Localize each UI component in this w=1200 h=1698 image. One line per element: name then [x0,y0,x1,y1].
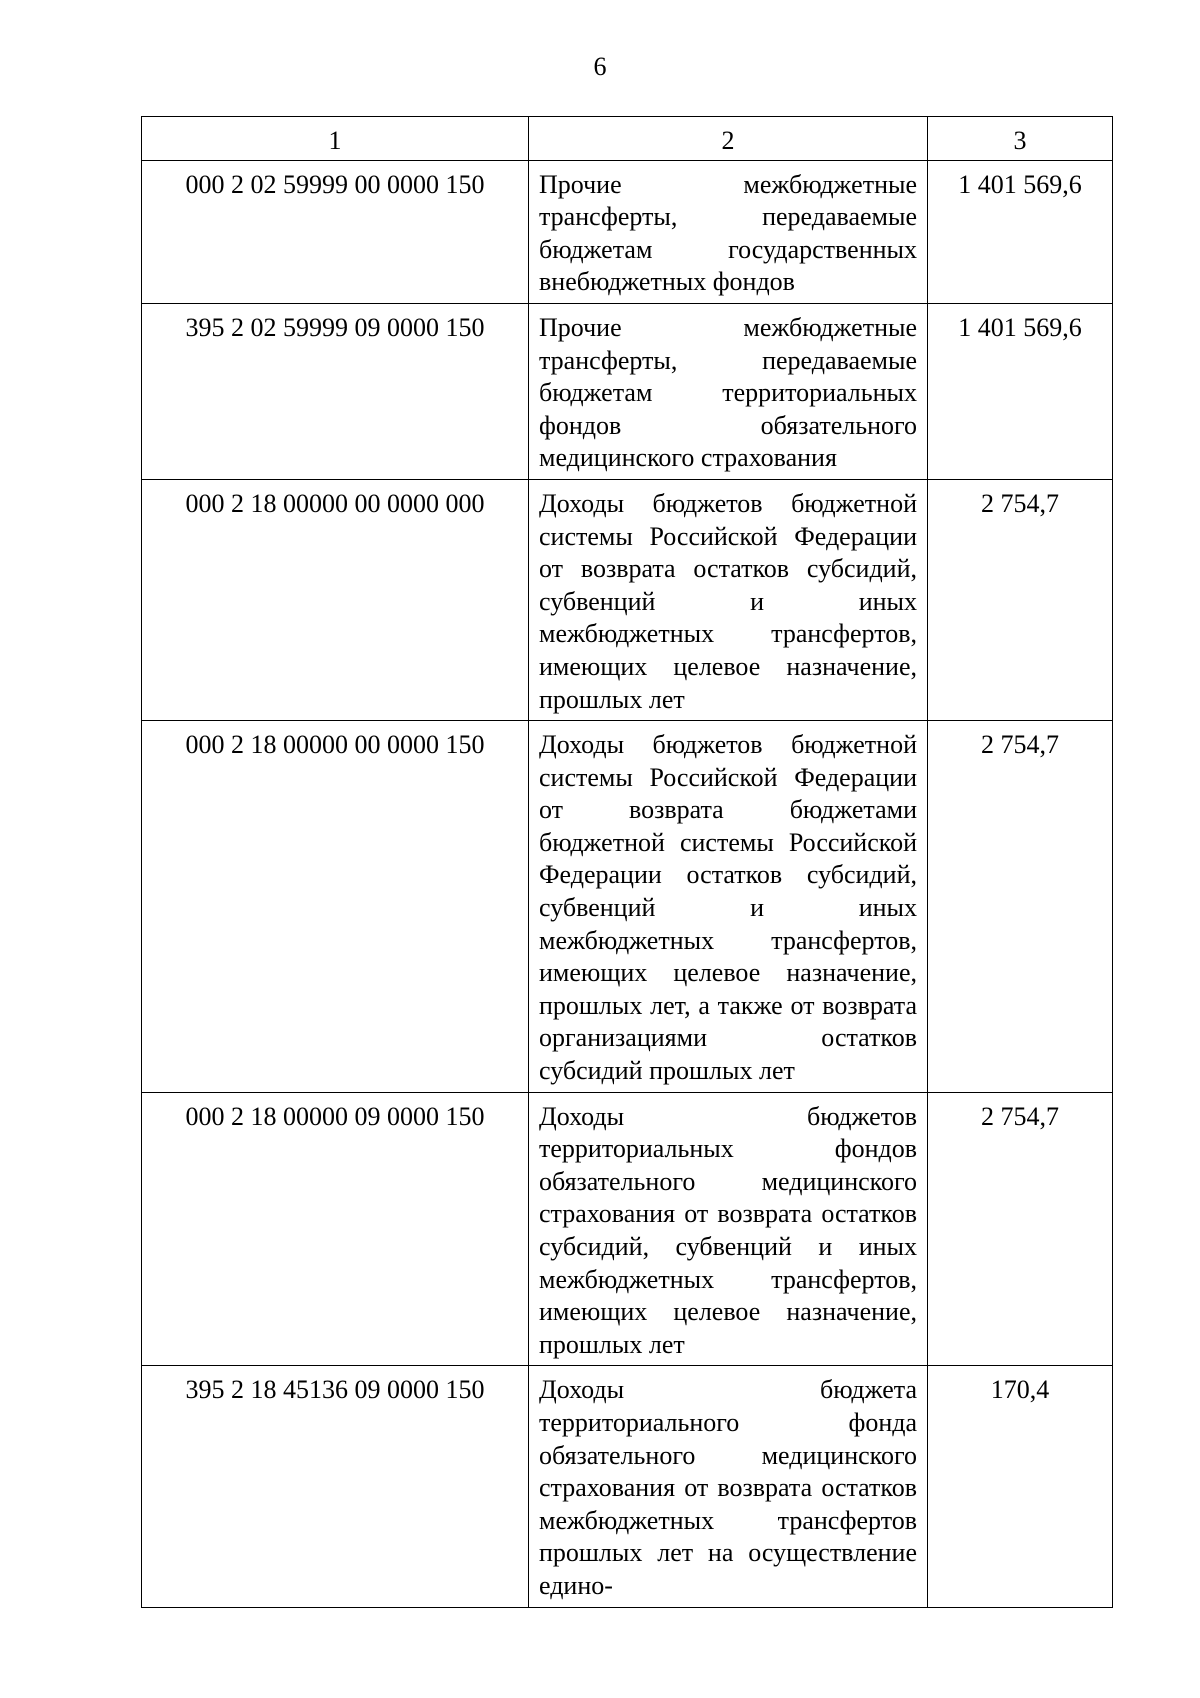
revenue-description: Доходы бюджетов территориальных фондов обязательного медицинского страхования от возврата остатков субсидий, субвенций и иных межбюджетных трансфертов, имеющих целевое назначение, прошлых лет [529,1092,928,1366]
column-header-1: 1 [142,117,529,161]
table-row [142,479,1113,720]
classification-code: 000 2 18 00000 00 0000 000 [142,479,529,720]
table-row [142,1366,1113,1607]
classification-code: 395 2 02 59999 09 0000 150 [142,303,529,479]
classification-code: 395 2 18 45136 09 0000 150 [142,1366,529,1607]
table-row [142,1092,1113,1366]
table-row [142,303,1113,479]
classification-code: 000 2 18 00000 09 0000 150 [142,1092,529,1366]
revenue-description: Доходы бюджетов бюджетной системы Российской Федерации от возврата остатков субсидий, субвенций и иных межбюджетных трансфертов, имеющих целевое назначение, прошлых лет [529,479,928,720]
table-header-row [142,117,1113,161]
revenue-amount: 170,4 [928,1366,1113,1607]
revenue-description: Доходы бюджета территориального фонда обязательного медицинского страхования от возврата остатков межбюджетных трансфертов прошлых лет на осуществление едино- [529,1366,928,1607]
budget-revenue-table [141,116,1113,1608]
revenue-amount: 2 754,7 [928,479,1113,720]
table-row [142,160,1113,303]
revenue-amount: 2 754,7 [928,1092,1113,1366]
revenue-description: Прочие межбюджетные трансферты, передаваемые бюджетам государственных внебюджетных фондов [529,160,928,303]
revenue-description: Прочие межбюджетные трансферты, передаваемые бюджетам территориальных фондов обязательного медицинского страхования [529,303,928,479]
revenue-description: Доходы бюджетов бюджетной системы Российской Федерации от возврата бюджетами бюджетной системы Российской Федерации остатков субсидий, субвенций и иных межбюджетных трансфертов, имеющих целевое назначение, прошлых лет, а также от возврата организациями остатков субсидий прошлых лет [529,721,928,1093]
classification-code: 000 2 18 00000 00 0000 150 [142,721,529,1093]
table-row [142,721,1113,1093]
revenue-amount: 2 754,7 [928,721,1113,1093]
revenue-amount: 1 401 569,6 [928,160,1113,303]
column-header-3: 3 [928,117,1113,161]
classification-code: 000 2 02 59999 00 0000 150 [142,160,529,303]
revenue-amount: 1 401 569,6 [928,303,1113,479]
page-number: 6 [593,52,607,81]
column-header-2: 2 [529,117,928,161]
